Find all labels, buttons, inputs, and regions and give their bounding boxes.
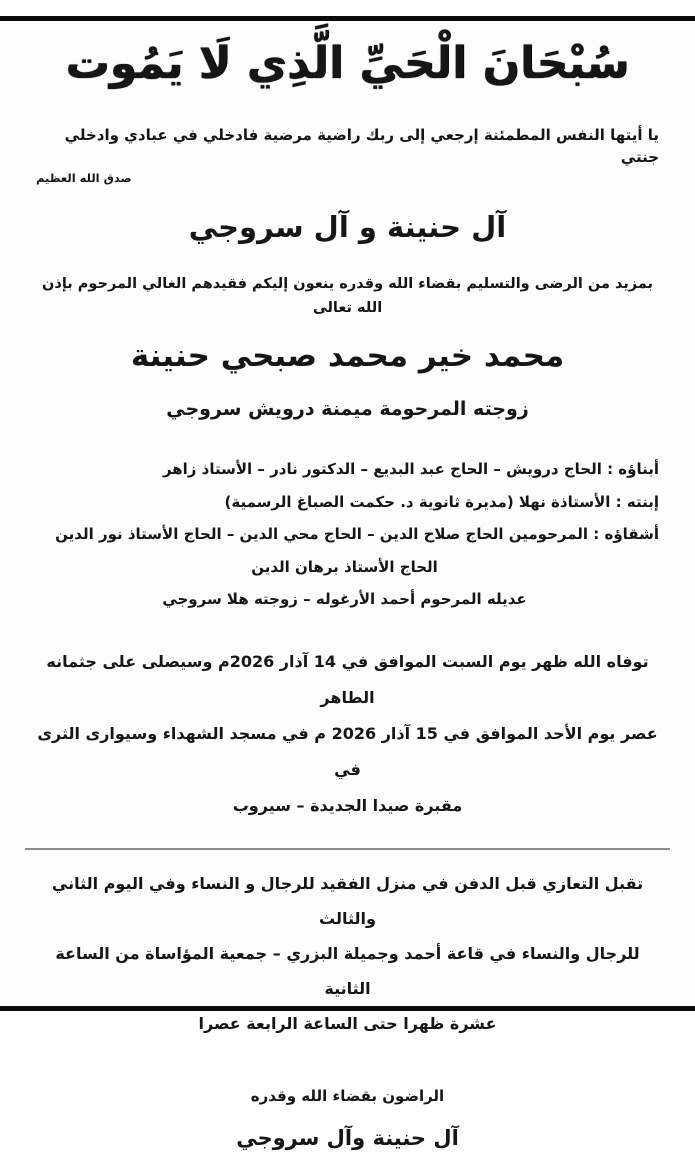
top-edge-rule bbox=[0, 16, 695, 21]
announcement-intro: بمزيد من الرضى والتسليم بقضاء الله وقدره ينعون إليكم فقيدهم الغالي المرحوم بإذن الله تعالى bbox=[42, 276, 653, 316]
verse-attribution: صدق الله العظيم bbox=[36, 171, 132, 185]
burial-paragraph bbox=[0, 644, 695, 824]
burial-line-prayer: عصر يوم الأحد الموافق في 15 آذار 2026 م في مسجد الشهداء وسيوارى الثرى في bbox=[37, 723, 658, 779]
obituary-page bbox=[0, 16, 695, 1150]
condolences-line-1: تقبل التعازي قبل الدفن في منزل الفقيد للرجال و النساء وفي اليوم الثاني والثالث bbox=[51, 873, 644, 928]
families-title: آل حنينة و آل سروجي bbox=[188, 210, 507, 244]
relatives-daughter-line: إبنته : الأستاذة نهلا (مديرة ثانوية د. حكمت الصباغ الرسمية) bbox=[224, 492, 659, 511]
condolences-line-3: عشرة ظهرا حتى الساعة الرابعة عصرا bbox=[198, 1013, 497, 1033]
closing-families-signature: آل حنينة وآل سروجي bbox=[236, 1125, 459, 1150]
closing-acceptance-line: الراضون بقضاء الله وقدره bbox=[250, 1086, 445, 1105]
wife-line: زوجته المرحومة ميمنة درويش سروجي bbox=[166, 398, 529, 420]
condolences-line-2: للرجال والنساء في قاعة أحمد وجميلة البزري – جمعية المؤاساة من الساعة الثانية bbox=[55, 943, 640, 998]
bottom-edge-rule bbox=[0, 1006, 695, 1011]
section-divider bbox=[25, 848, 670, 850]
deceased-name: محمد خير محمد صبحي حنينة bbox=[130, 338, 565, 374]
condolences-paragraph bbox=[0, 866, 695, 1041]
relatives-brothers-continuation-line: الحاج الأستاذ برهان الدين bbox=[251, 557, 438, 576]
relatives-list bbox=[0, 453, 695, 616]
burial-line-cemetery: مقبرة صيدا الجديدة – سيروب bbox=[232, 795, 463, 815]
relatives-sons-line: أبناؤه : الحاج درويش – الحاج عبد البديع – الدكتور نادر – الأستاذ زاهر bbox=[162, 460, 659, 478]
quran-verse: يا أيتها النفس المطمئنة إرجعي إلى ربك راضية مرضية فادخلي في عبادي وادخلي جنتي bbox=[64, 126, 659, 166]
burial-line-death: توفاه الله ظهر يوم السبت الموافق في 14 آذار 2026م وسيصلى على جثمانه الطاهر bbox=[46, 651, 649, 707]
relatives-brothers-line: أشقاؤه : المرحومين الحاج صلاح الدين – الحاج محي الدين – الحاج الأستاذ نور الدين bbox=[55, 525, 659, 543]
relatives-co-brother-in-law-line: عديله المرحوم أحمد الأرغوله – زوجته هلا سروجي bbox=[162, 590, 527, 608]
calligraphy-header: سُبْحَانَ الْحَيِّ الَّذِي لَا يَمُوت bbox=[65, 37, 630, 89]
